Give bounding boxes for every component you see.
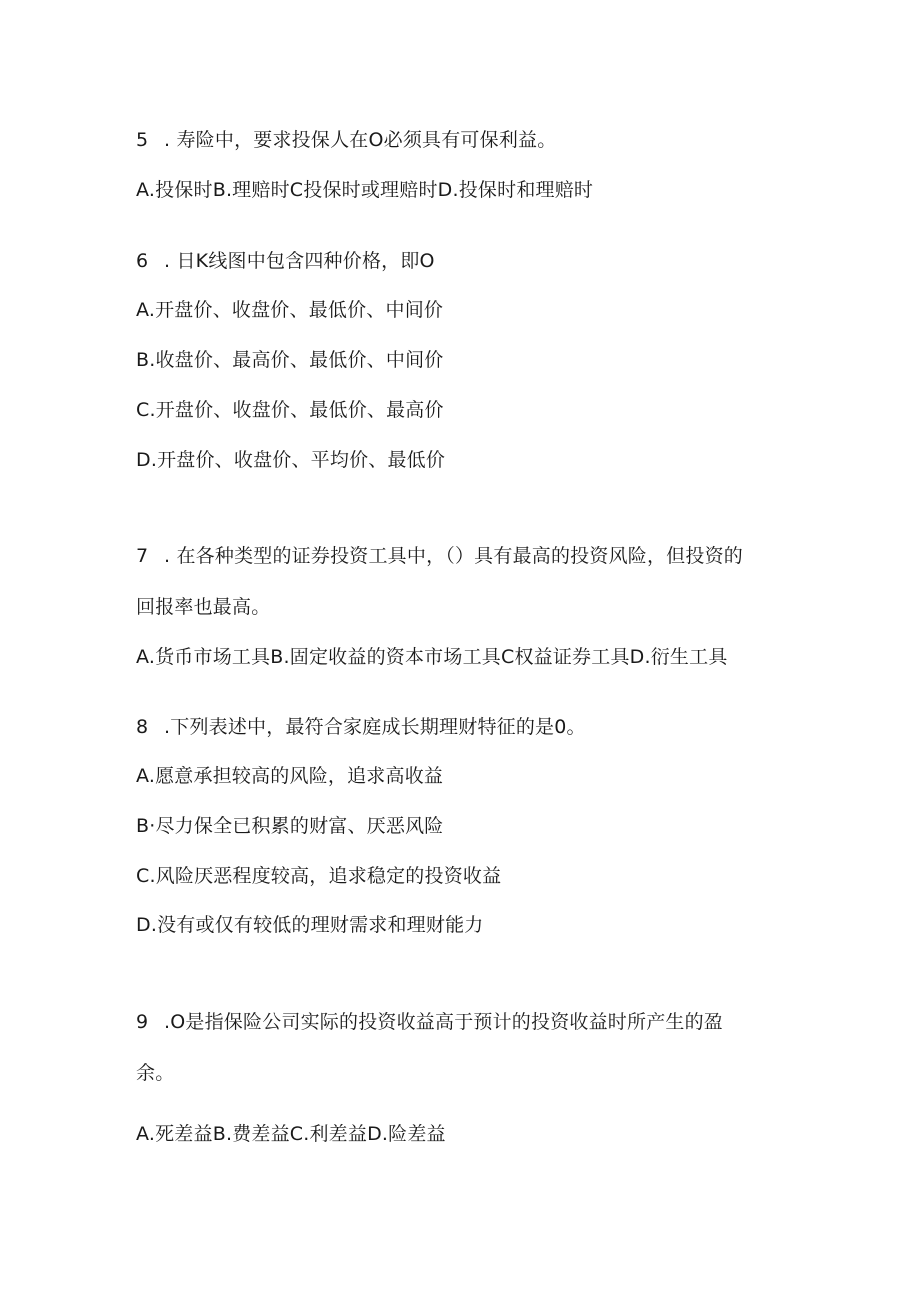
question-stem-text: . 寿险中，要求投保人在O必须具有可保利益。 bbox=[164, 129, 557, 151]
question-8-option-a: A.愿意承担较高的风险，追求高收益 bbox=[136, 765, 444, 787]
question-5-options: A.投保时B.理赔时C投保时或理赔时D.投保时和理赔时 bbox=[136, 179, 594, 201]
question-number: 8 bbox=[136, 716, 149, 738]
question-6-option-b: B.收盘价、最高价、最低价、中间价 bbox=[136, 349, 444, 371]
question-stem-text: . 在各种类型的证券投资工具中，（）具有最高的投资风险，但投资的 bbox=[164, 545, 743, 567]
question-8-option-c: C.风险厌恶程度较高，追求稳定的投资收益 bbox=[136, 865, 502, 887]
question-7-stem bbox=[136, 544, 743, 568]
question-8-stem bbox=[136, 715, 586, 739]
question-stem-text: . 日K线图中包含四种价格，即O bbox=[164, 250, 435, 272]
question-9-stem-continued: 余。 bbox=[136, 1062, 175, 1084]
question-8-option-b: B·尽力保全已积累的财富、厌恶风险 bbox=[136, 815, 444, 837]
question-stem-text: .O是指保险公司实际的投资收益高于预计的投资收益时所产生的盈 bbox=[164, 1011, 723, 1033]
question-7-stem-continued: 回报率也最高。 bbox=[136, 596, 271, 618]
question-6-option-c: C.开盘价、收盘价、最低价、最高价 bbox=[136, 399, 444, 421]
question-number: 9 bbox=[136, 1011, 149, 1033]
question-5-stem bbox=[136, 128, 556, 152]
question-6-option-d: D.开盘价、收盘价、平均价、最低价 bbox=[136, 449, 446, 471]
question-8-option-d: D.没有或仅有较低的理财需求和理财能力 bbox=[136, 914, 484, 936]
question-number: 5 bbox=[136, 129, 149, 151]
question-number: 7 bbox=[136, 545, 149, 567]
question-number: 6 bbox=[136, 250, 149, 272]
question-9-stem bbox=[136, 1010, 723, 1034]
question-7-options: A.货币市场工具B.固定收益的资本市场工具C权益证券工具D.衍生工具 bbox=[136, 646, 728, 668]
question-6-option-a: A.开盘价、收盘价、最低价、中间价 bbox=[136, 299, 444, 321]
question-stem-text: .下列表述中，最符合家庭成长期理财特征的是0。 bbox=[164, 716, 586, 738]
question-9-options: A.死差益B.费差益C.利差益D.险差益 bbox=[136, 1123, 446, 1145]
question-6-stem bbox=[136, 249, 435, 273]
